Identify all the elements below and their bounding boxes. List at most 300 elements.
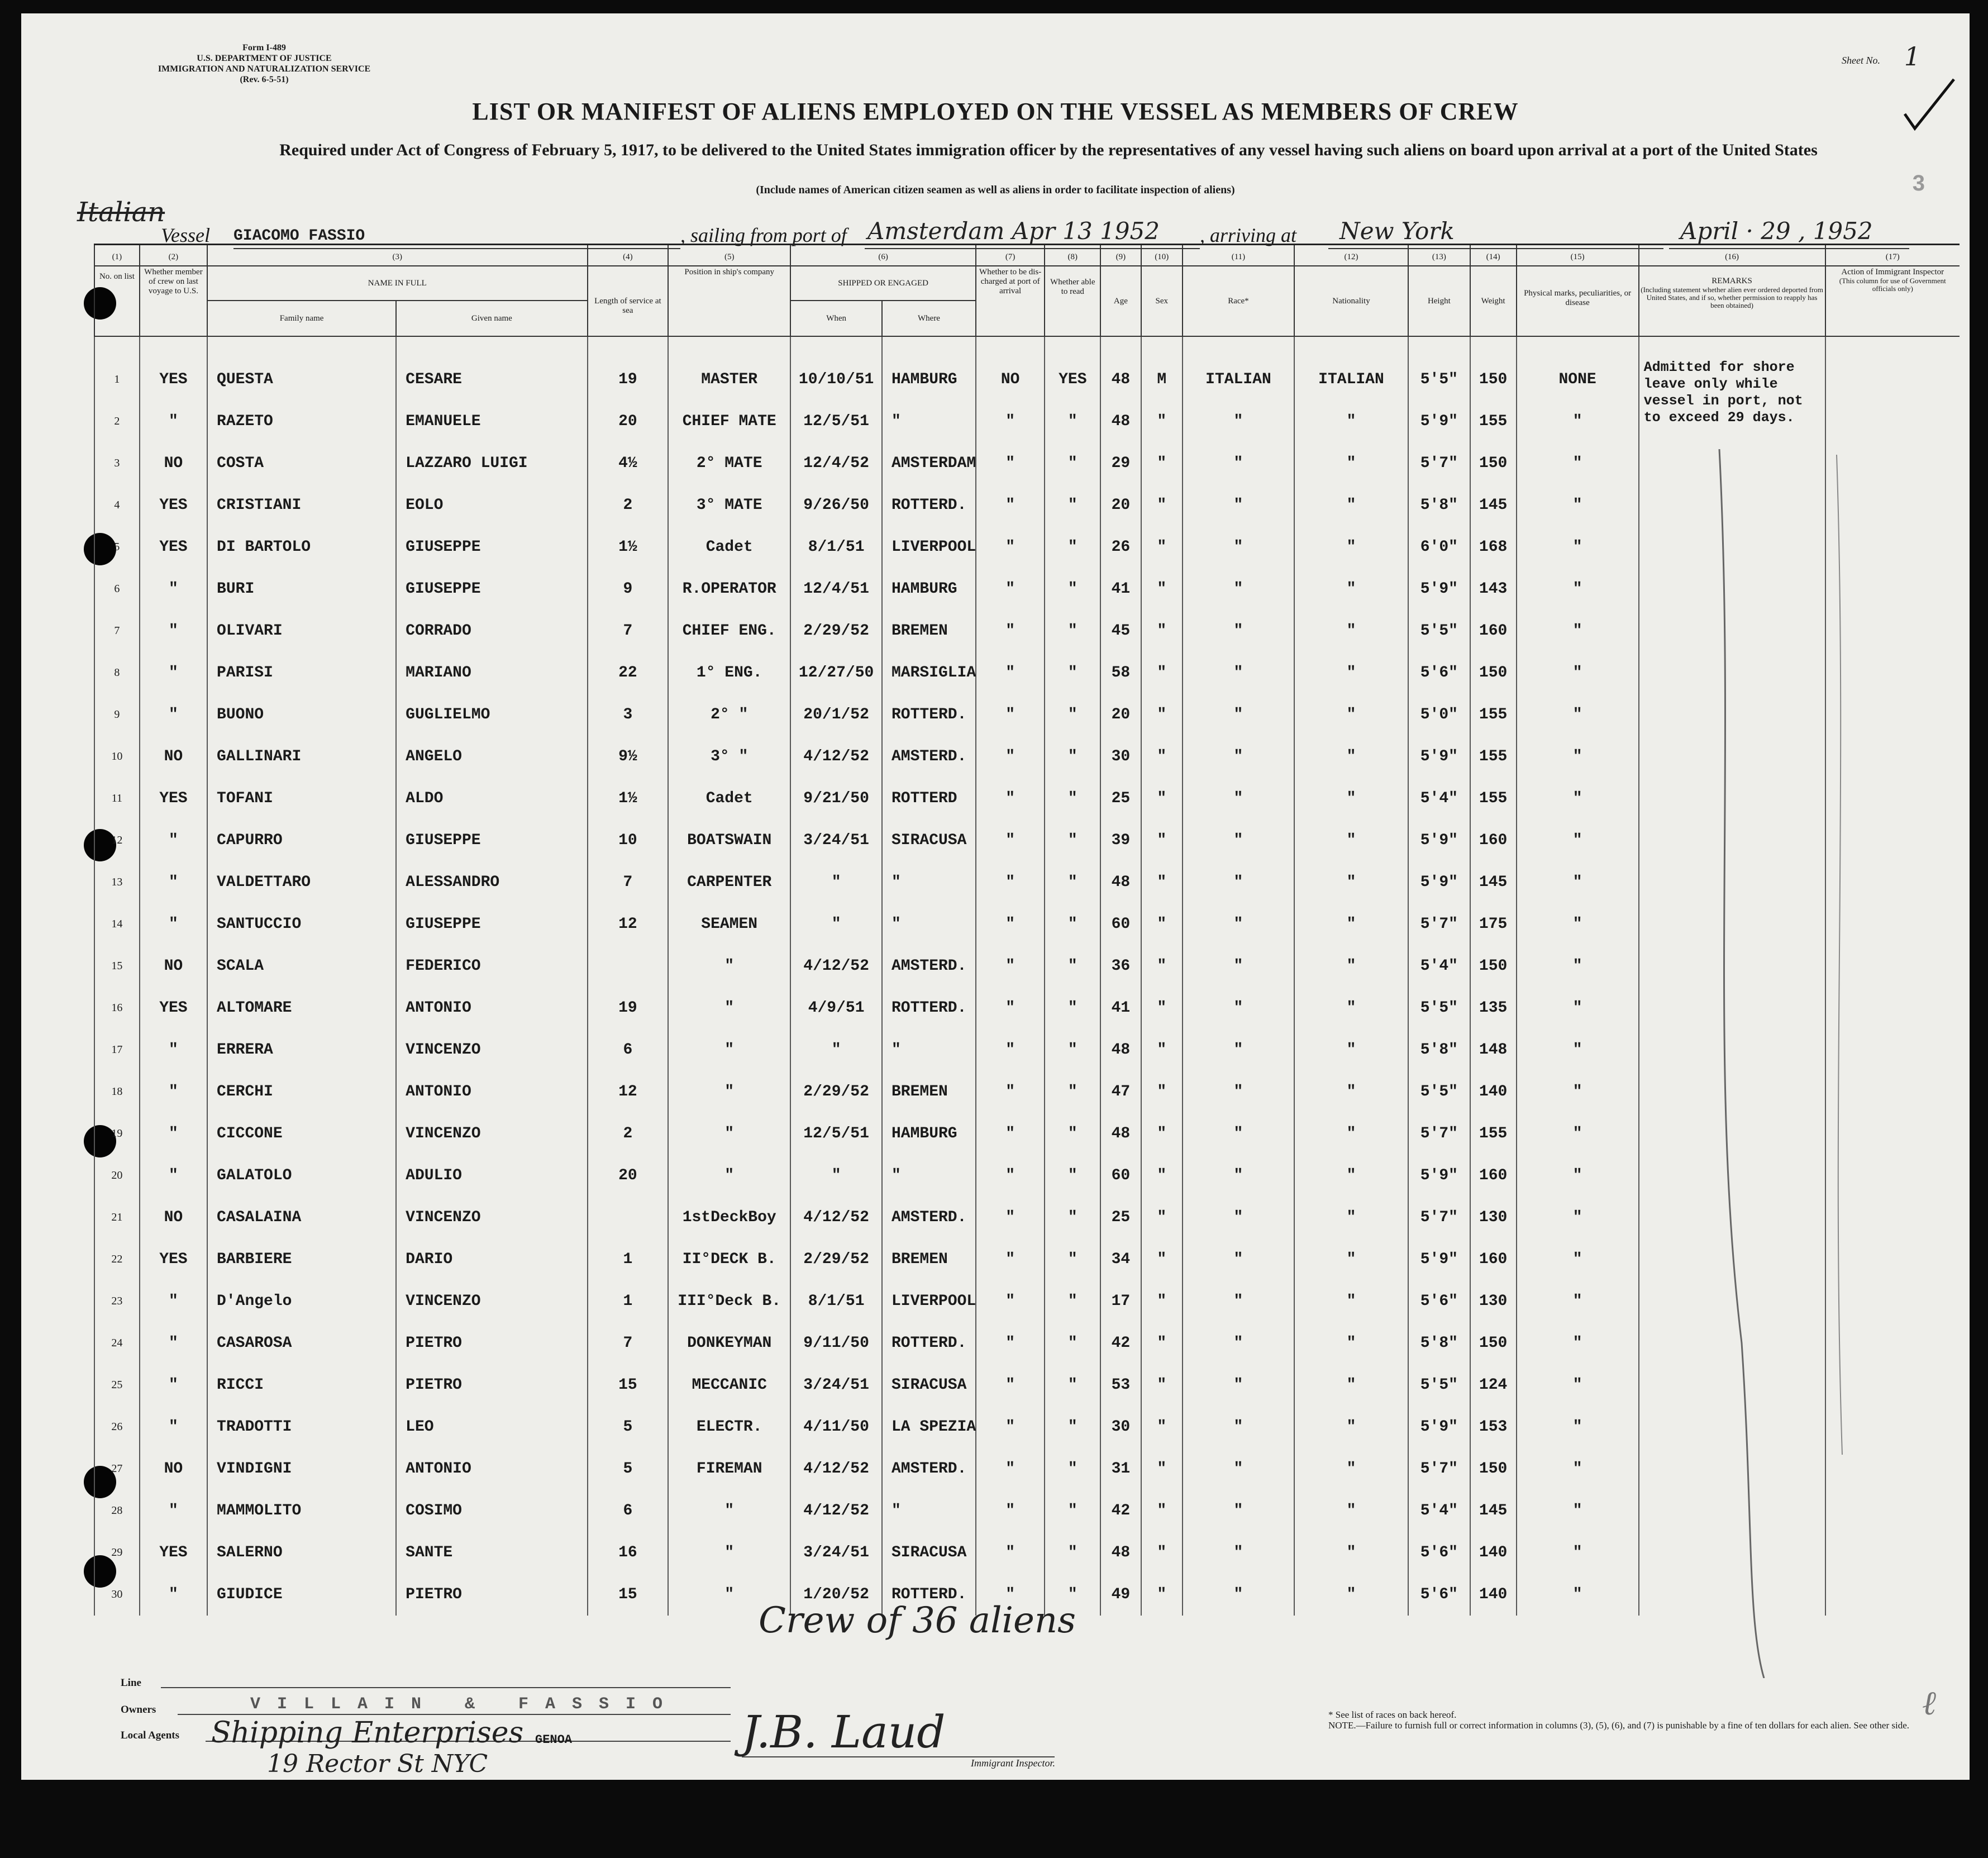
sailing-from: Amsterdam Apr 13 1952 — [867, 217, 1160, 245]
cell-age: 17 — [1100, 1280, 1141, 1322]
cell-discharged: " — [976, 820, 1045, 861]
cell-nationality: " — [1294, 652, 1408, 694]
cell-nationality: " — [1294, 736, 1408, 778]
cell-race: " — [1183, 736, 1294, 778]
cell-service-length: 10 — [588, 820, 669, 861]
cell-position: Cadet — [668, 778, 790, 820]
cell-age: 31 — [1100, 1448, 1141, 1490]
cell-last-voyage: NO — [140, 1197, 207, 1238]
cell-weight: 175 — [1470, 903, 1517, 945]
cell-shipped-when: 4/12/52 — [790, 1490, 882, 1532]
cell-height: 5'4" — [1408, 1490, 1470, 1532]
cell-position: CARPENTER — [668, 861, 790, 903]
cell-physical-marks: " — [1517, 1490, 1639, 1532]
cell-age: 41 — [1100, 568, 1141, 610]
cell-service-length: 9 — [588, 568, 669, 610]
cell-physical-marks: " — [1517, 401, 1639, 442]
header-last-voyage: Whether member of crew on last voyage to U.S. — [140, 266, 207, 336]
cell-row-number: 19 — [94, 1113, 140, 1155]
cell-position: 1° ENG. — [668, 652, 790, 694]
footer — [99, 1667, 1943, 1779]
cell-height: 5'8" — [1408, 1322, 1470, 1364]
cell-discharged: " — [976, 484, 1045, 526]
cell-weight: 140 — [1470, 1532, 1517, 1574]
cell-discharged: " — [976, 401, 1045, 442]
cell-age: 48 — [1100, 401, 1141, 442]
col-num: (11) — [1183, 245, 1294, 266]
col-num: (14) — [1470, 245, 1517, 266]
cell-shipped-where: " — [882, 401, 976, 442]
cell-row-number: 14 — [94, 903, 140, 945]
cell-weight: 150 — [1470, 945, 1517, 987]
cell-shipped-where: AMSTERDAM — [882, 442, 976, 484]
cell-shipped-where: SIRACUSA — [882, 1532, 976, 1574]
header-race: Race* — [1183, 266, 1294, 336]
cell-shipped-when: 4/9/51 — [790, 987, 882, 1029]
cell-given-name: ADULIO — [396, 1155, 587, 1197]
cell-age: 42 — [1100, 1322, 1141, 1364]
col-num: (17) — [1825, 245, 1960, 266]
cell-shipped-where: ROTTERD. — [882, 987, 976, 1029]
cell-sex: " — [1141, 1490, 1183, 1532]
cell-row-number: 9 — [94, 694, 140, 736]
cell-row-number: 1 — [94, 336, 140, 401]
cell-race: " — [1183, 652, 1294, 694]
cell-race: " — [1183, 1155, 1294, 1197]
cell-given-name: PIETRO — [396, 1322, 587, 1364]
cell-able-to-read: " — [1045, 1532, 1100, 1574]
cell-weight: 150 — [1470, 652, 1517, 694]
cell-sex: " — [1141, 1113, 1183, 1155]
cell-able-to-read: " — [1045, 1364, 1100, 1406]
col-num: (7) — [976, 245, 1045, 266]
cell-given-name: ANTONIO — [396, 1448, 587, 1490]
cell-nationality: " — [1294, 1532, 1408, 1574]
cell-able-to-read: " — [1045, 1155, 1100, 1197]
cell-age: 60 — [1100, 1155, 1141, 1197]
cell-age: 48 — [1100, 1113, 1141, 1155]
cell-nationality: " — [1294, 1155, 1408, 1197]
cell-physical-marks: " — [1517, 1448, 1639, 1490]
cell-sex: " — [1141, 820, 1183, 861]
cell-nationality: " — [1294, 1071, 1408, 1113]
cell-nationality: " — [1294, 568, 1408, 610]
cell-last-voyage: YES — [140, 484, 207, 526]
cell-last-voyage: YES — [140, 778, 207, 820]
cell-position: 1stDeckBoy — [668, 1197, 790, 1238]
corner-number: 3 — [1912, 171, 1925, 196]
cell-physical-marks: " — [1517, 945, 1639, 987]
cell-service-length — [588, 1197, 669, 1238]
cell-nationality: " — [1294, 1406, 1408, 1448]
cell-nationality: " — [1294, 442, 1408, 484]
cell-last-voyage: NO — [140, 442, 207, 484]
cell-height: 5'5" — [1408, 1071, 1470, 1113]
cell-shipped-where: AMSTERD. — [882, 1197, 976, 1238]
cell-position: SEAMEN — [668, 903, 790, 945]
cell-sex: " — [1141, 610, 1183, 652]
cell-service-length: 20 — [588, 1155, 669, 1197]
cell-physical-marks: " — [1517, 694, 1639, 736]
col-num: (3) — [207, 245, 588, 266]
cell-family-name: RAZETO — [207, 401, 396, 442]
cell-shipped-when: 12/5/51 — [790, 401, 882, 442]
cell-shipped-when: 9/11/50 — [790, 1322, 882, 1364]
cell-last-voyage: " — [140, 1280, 207, 1322]
cell-position: MASTER — [668, 336, 790, 401]
cell-sex: " — [1141, 526, 1183, 568]
cell-race: " — [1183, 1197, 1294, 1238]
cell-last-voyage: " — [140, 1029, 207, 1071]
cell-physical-marks: " — [1517, 1574, 1639, 1616]
cell-family-name: COSTA — [207, 442, 396, 484]
cell-height: 5'9" — [1408, 820, 1470, 861]
col-num: (6) — [790, 245, 976, 266]
cell-age: 48 — [1100, 861, 1141, 903]
cell-sex: " — [1141, 1448, 1183, 1490]
cell-able-to-read: " — [1045, 778, 1100, 820]
cell-shipped-where: HAMBURG — [882, 1113, 976, 1155]
cell-able-to-read: " — [1045, 820, 1100, 861]
cell-height: 5'7" — [1408, 903, 1470, 945]
cell-family-name: BURI — [207, 568, 396, 610]
cell-given-name: GIUSEPPE — [396, 568, 587, 610]
cell-discharged: " — [976, 610, 1045, 652]
cell-able-to-read: " — [1045, 484, 1100, 526]
cell-family-name: CASAROSA — [207, 1322, 396, 1364]
cell-discharged: " — [976, 1113, 1045, 1155]
cell-shipped-when: 2/29/52 — [790, 1071, 882, 1113]
cell-shipped-where: ROTTERD. — [882, 1574, 976, 1616]
cell-discharged: " — [976, 1532, 1045, 1574]
cell-position: " — [668, 1071, 790, 1113]
cell-able-to-read: " — [1045, 1029, 1100, 1071]
crew-table — [94, 245, 1960, 1616]
header-when: When — [790, 301, 882, 336]
cell-position: " — [668, 1490, 790, 1532]
cell-discharged: " — [976, 1364, 1045, 1406]
cell-row-number: 5 — [94, 526, 140, 568]
header-remarks-note: (Including statement whether alien ever ordered deported from United States, and if so, whether permission to reapply has been obtained) — [1641, 285, 1823, 309]
cell-last-voyage: " — [140, 1155, 207, 1197]
subtitle: Required under Act of Congress of February 5, 1917, to be delivered to the United States immigration officer by the representatives of any vessel having such aliens on board upon arrival at a port of the United States — [279, 141, 1818, 159]
cell-able-to-read: " — [1045, 1574, 1100, 1616]
cell-shipped-where: LIVERPOOL — [882, 526, 976, 568]
cell-last-voyage: YES — [140, 987, 207, 1029]
cell-shipped-where: ROTTERD. — [882, 694, 976, 736]
cell-shipped-where: AMSTERD. — [882, 1448, 976, 1490]
cell-nationality: " — [1294, 484, 1408, 526]
cell-position: " — [668, 1155, 790, 1197]
cell-given-name: ANGELO — [396, 736, 587, 778]
cell-shipped-where: SIRACUSA — [882, 820, 976, 861]
cell-given-name: CORRADO — [396, 610, 587, 652]
cell-nationality: " — [1294, 1113, 1408, 1155]
cell-shipped-where: LIVERPOOL — [882, 1280, 976, 1322]
cell-race: " — [1183, 1280, 1294, 1322]
cell-shipped-where: " — [882, 1155, 976, 1197]
cell-row-number: 10 — [94, 736, 140, 778]
cell-given-name: LEO — [396, 1406, 587, 1448]
cell-given-name: SANTE — [396, 1532, 587, 1574]
cell-shipped-where: " — [882, 903, 976, 945]
cell-given-name: GIUSEPPE — [396, 820, 587, 861]
cell-discharged: " — [976, 694, 1045, 736]
cell-family-name: BUONO — [207, 694, 396, 736]
cell-discharged: " — [976, 945, 1045, 987]
cell-last-voyage: " — [140, 903, 207, 945]
cell-sex: " — [1141, 1406, 1183, 1448]
cell-shipped-where: ROTTERD. — [882, 1322, 976, 1364]
owners-label: Owners — [121, 1704, 156, 1716]
cell-family-name: PARISI — [207, 652, 396, 694]
cell-row-number: 28 — [94, 1490, 140, 1532]
cell-shipped-when: 3/24/51 — [790, 1532, 882, 1574]
cell-row-number: 27 — [94, 1448, 140, 1490]
cell-shipped-when: 12/27/50 — [790, 652, 882, 694]
local-agents-address: 19 Rector St NYC — [267, 1750, 488, 1778]
cell-family-name: MAMMOLITO — [207, 1490, 396, 1532]
cell-physical-marks: " — [1517, 526, 1639, 568]
cell-family-name: RICCI — [207, 1364, 396, 1406]
cell-row-number: 7 — [94, 610, 140, 652]
cell-weight: 145 — [1470, 484, 1517, 526]
cell-race: ITALIAN — [1183, 336, 1294, 401]
cell-service-length: 1 — [588, 1238, 669, 1280]
cell-discharged: " — [976, 778, 1045, 820]
cell-last-voyage: " — [140, 1406, 207, 1448]
cell-last-voyage: " — [140, 1364, 207, 1406]
col-num: (16) — [1639, 245, 1825, 266]
cell-age: 25 — [1100, 778, 1141, 820]
cell-remarks: Admitted for shore leave only while vessel in port, not to exceed 29 days. — [1639, 336, 1825, 1616]
cell-height: 5'9" — [1408, 736, 1470, 778]
cell-service-length: 1½ — [588, 778, 669, 820]
cell-discharged: " — [976, 903, 1045, 945]
cell-age: 20 — [1100, 694, 1141, 736]
cell-given-name: FEDERICO — [396, 945, 587, 987]
cell-age: 47 — [1100, 1071, 1141, 1113]
cell-shipped-where: ROTTERD. — [882, 484, 976, 526]
cell-given-name: PIETRO — [396, 1574, 587, 1616]
cell-row-number: 11 — [94, 778, 140, 820]
cell-nationality: " — [1294, 610, 1408, 652]
cell-able-to-read: " — [1045, 987, 1100, 1029]
cell-family-name: GALATOLO — [207, 1155, 396, 1197]
cell-able-to-read: YES — [1045, 336, 1100, 401]
cell-family-name: TOFANI — [207, 778, 396, 820]
cell-able-to-read: " — [1045, 945, 1100, 987]
cell-shipped-where: BREMEN — [882, 610, 976, 652]
cell-nationality: " — [1294, 526, 1408, 568]
cell-shipped-when: " — [790, 1029, 882, 1071]
cell-age: 45 — [1100, 610, 1141, 652]
cell-shipped-where: BREMEN — [882, 1238, 976, 1280]
cell-last-voyage: " — [140, 652, 207, 694]
cell-shipped-when: 12/5/51 — [790, 1113, 882, 1155]
cell-position: MECCANIC — [668, 1364, 790, 1406]
column-header-row — [94, 266, 1960, 301]
cell-physical-marks: " — [1517, 484, 1639, 526]
col-num: (10) — [1141, 245, 1183, 266]
cell-weight: 168 — [1470, 526, 1517, 568]
local-agents-value: Shipping Enterprises — [211, 1716, 524, 1750]
cell-row-number: 17 — [94, 1029, 140, 1071]
cell-height: 5'9" — [1408, 401, 1470, 442]
cell-family-name: SCALA — [207, 945, 396, 987]
cell-nationality: " — [1294, 1490, 1408, 1532]
cell-height: 5'7" — [1408, 1448, 1470, 1490]
cell-position: " — [668, 1532, 790, 1574]
col-num: (12) — [1294, 245, 1408, 266]
cell-sex: " — [1141, 484, 1183, 526]
cell-shipped-when: 8/1/51 — [790, 1280, 882, 1322]
cell-service-length: 16 — [588, 1532, 669, 1574]
cell-nationality: ITALIAN — [1294, 336, 1408, 401]
cell-sex: " — [1141, 694, 1183, 736]
cell-position: CHIEF MATE — [668, 401, 790, 442]
cell-sex: " — [1141, 442, 1183, 484]
cell-race: " — [1183, 526, 1294, 568]
cell-shipped-when: 12/4/51 — [790, 568, 882, 610]
cell-position: R.OPERATOR — [668, 568, 790, 610]
cell-age: 60 — [1100, 903, 1141, 945]
cell-given-name: PIETRO — [396, 1364, 587, 1406]
cell-able-to-read: " — [1045, 694, 1100, 736]
cell-weight: 155 — [1470, 1113, 1517, 1155]
cell-row-number: 12 — [94, 820, 140, 861]
cell-row-number: 8 — [94, 652, 140, 694]
cell-nationality: " — [1294, 1322, 1408, 1364]
cell-race: " — [1183, 484, 1294, 526]
cell-able-to-read: " — [1045, 1280, 1100, 1322]
owners-value: VILLAIN & FASSIO — [250, 1695, 680, 1714]
cell-last-voyage: " — [140, 1574, 207, 1616]
form-info — [119, 42, 409, 85]
cell-family-name: CASALAINA — [207, 1197, 396, 1238]
cell-row-number: 23 — [94, 1280, 140, 1322]
cell-sex: " — [1141, 652, 1183, 694]
pencil-mark: ℓ — [1922, 1684, 1936, 1723]
cell-shipped-where: SIRACUSA — [882, 1364, 976, 1406]
cell-weight: 140 — [1470, 1071, 1517, 1113]
cell-discharged: " — [976, 568, 1045, 610]
cell-last-voyage: NO — [140, 736, 207, 778]
col-num: (9) — [1100, 245, 1141, 266]
arriving-at: New York — [1339, 217, 1455, 245]
cell-age: 42 — [1100, 1490, 1141, 1532]
cell-family-name: CICCONE — [207, 1113, 396, 1155]
cell-physical-marks: " — [1517, 1197, 1639, 1238]
cell-given-name: VINCENZO — [396, 1197, 587, 1238]
cell-given-name: ALDO — [396, 778, 587, 820]
cell-physical-marks: " — [1517, 1071, 1639, 1113]
cell-row-number: 21 — [94, 1197, 140, 1238]
cell-height: 5'9" — [1408, 1238, 1470, 1280]
cell-sex: " — [1141, 736, 1183, 778]
cell-last-voyage: " — [140, 1113, 207, 1155]
cell-sex: " — [1141, 987, 1183, 1029]
cell-position: II°DECK B. — [668, 1238, 790, 1280]
cell-row-number: 6 — [94, 568, 140, 610]
cell-race: " — [1183, 694, 1294, 736]
cell-weight: 160 — [1470, 1238, 1517, 1280]
cell-weight: 160 — [1470, 1155, 1517, 1197]
cell-service-length: 19 — [588, 336, 669, 401]
cell-given-name: VINCENZO — [396, 1280, 587, 1322]
cell-weight: 145 — [1470, 1490, 1517, 1532]
cell-weight: 153 — [1470, 1406, 1517, 1448]
cell-age: 20 — [1100, 484, 1141, 526]
cell-shipped-where: AMSTERD. — [882, 945, 976, 987]
cell-given-name: EOLO — [396, 484, 587, 526]
cell-sex: " — [1141, 1238, 1183, 1280]
cell-able-to-read: " — [1045, 1197, 1100, 1238]
cell-nationality: " — [1294, 1574, 1408, 1616]
cell-age: 39 — [1100, 820, 1141, 861]
cell-physical-marks: NONE — [1517, 336, 1639, 401]
col-num: (8) — [1045, 245, 1100, 266]
header-position: Position in ship's company — [668, 266, 790, 336]
cell-height: 6'0" — [1408, 526, 1470, 568]
cell-shipped-when: 4/12/52 — [790, 1197, 882, 1238]
cell-service-length: 15 — [588, 1364, 669, 1406]
header-age: Age — [1100, 266, 1141, 336]
cell-race: " — [1183, 820, 1294, 861]
cell-last-voyage: " — [140, 401, 207, 442]
cell-shipped-where: AMSTERD. — [882, 736, 976, 778]
cell-race: " — [1183, 1406, 1294, 1448]
cell-shipped-where: ROTTERD — [882, 778, 976, 820]
header-discharged: Whether to be dis-charged at port of arrival — [976, 266, 1045, 336]
cell-family-name: SANTUCCIO — [207, 903, 396, 945]
cell-physical-marks: " — [1517, 442, 1639, 484]
cell-shipped-when: 3/24/51 — [790, 1364, 882, 1406]
cell-given-name: LAZZARO LUIGI — [396, 442, 587, 484]
cell-race: " — [1183, 610, 1294, 652]
cell-nationality: " — [1294, 820, 1408, 861]
cell-row-number: 30 — [94, 1574, 140, 1616]
cell-race: " — [1183, 1029, 1294, 1071]
cell-physical-marks: " — [1517, 861, 1639, 903]
cell-shipped-when: 12/4/52 — [790, 442, 882, 484]
footnote — [1328, 1709, 1932, 1731]
cell-weight: 155 — [1470, 778, 1517, 820]
cell-sex: M — [1141, 336, 1183, 401]
cell-race: " — [1183, 1322, 1294, 1364]
cell-height: 5'5" — [1408, 336, 1470, 401]
cell-row-number: 4 — [94, 484, 140, 526]
cell-weight: 130 — [1470, 1280, 1517, 1322]
cell-shipped-when: 4/12/52 — [790, 945, 882, 987]
cell-nationality: " — [1294, 861, 1408, 903]
header-inspector-title: Action of Immigrant Inspector — [1841, 268, 1944, 277]
cell-weight: 155 — [1470, 694, 1517, 736]
local-agents-label: Local Agents — [121, 1730, 180, 1741]
cell-able-to-read: " — [1045, 903, 1100, 945]
cell-physical-marks: " — [1517, 1029, 1639, 1071]
cell-family-name: ERRERA — [207, 1029, 396, 1071]
cell-physical-marks: " — [1517, 1532, 1639, 1574]
cell-position: CHIEF ENG. — [668, 610, 790, 652]
cell-discharged: " — [976, 1574, 1045, 1616]
cell-shipped-when: " — [790, 861, 882, 903]
cell-weight: 148 — [1470, 1029, 1517, 1071]
cell-service-length: 9½ — [588, 736, 669, 778]
cell-discharged: " — [976, 987, 1045, 1029]
cell-shipped-when: " — [790, 1155, 882, 1197]
cell-race: " — [1183, 1071, 1294, 1113]
